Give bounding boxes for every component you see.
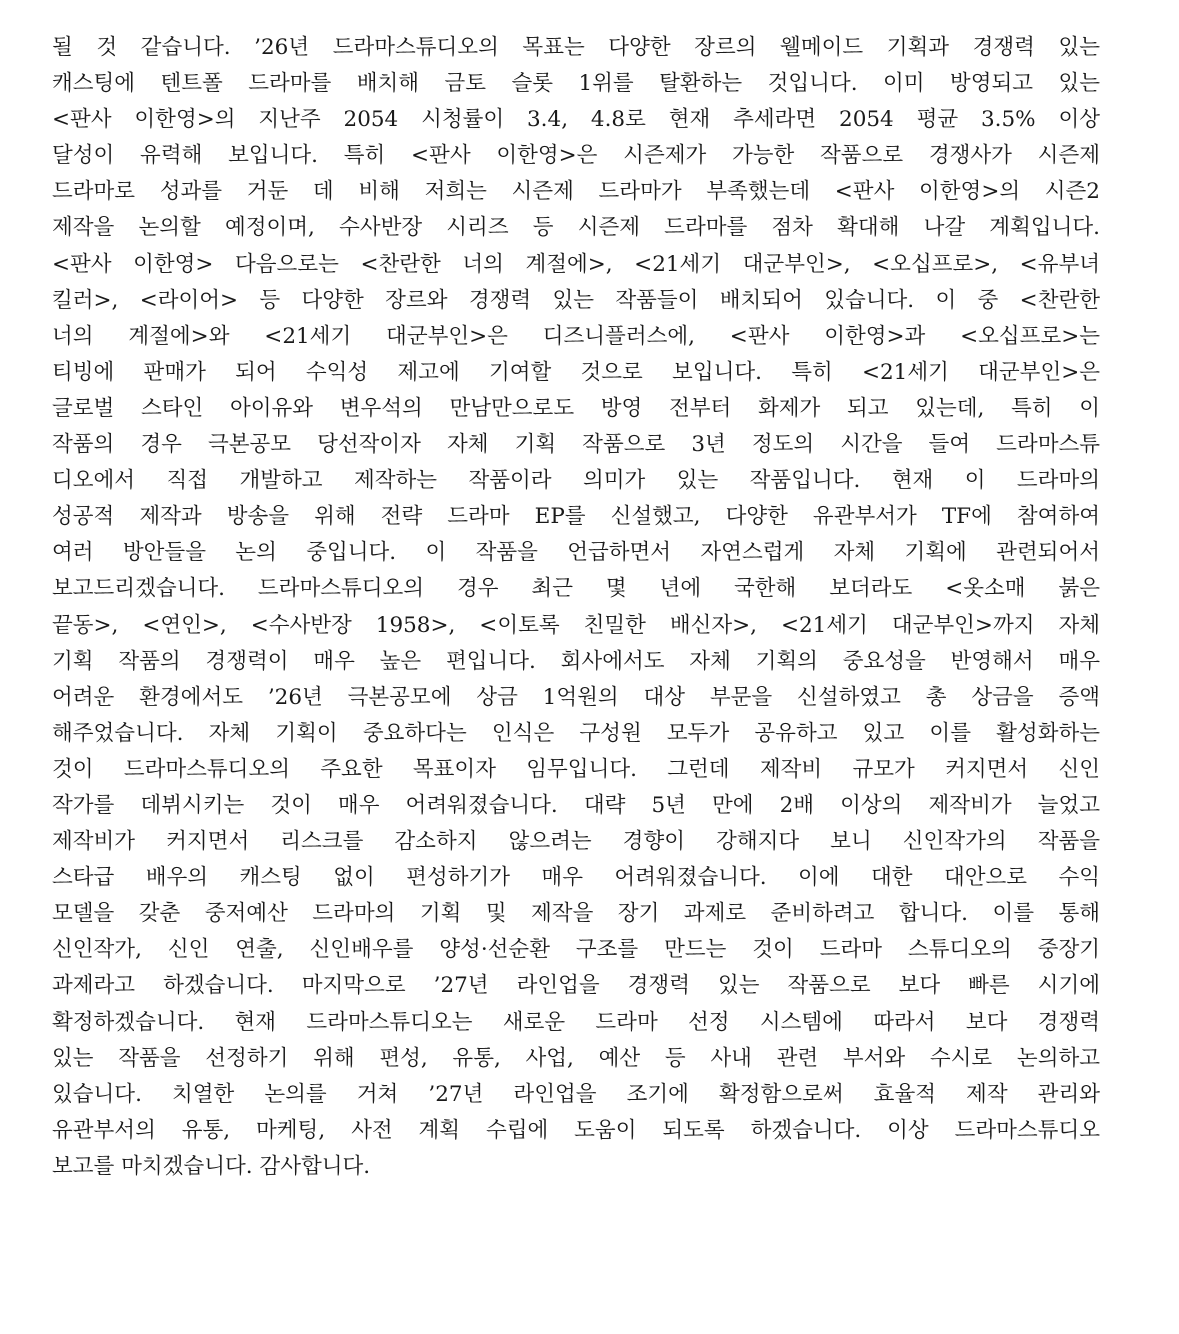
text-line: 유관부서의 유통, 마케팅, 사전 계획 수립에 도움이 되도록 하겠습니다. 이상 드라마스튜디오 [52,1117,1100,1143]
text-line: 캐스팅에 텐트폴 드라마를 배치해 금토 슬롯 1위를 탈환하는 것입니다. 이미 방영되고 있는 [52,71,1100,97]
text-line: 신인작가, 신인 연출, 신인배우를 양성·선순환 구조를 만드는 것이 드라마 스튜디오의 중장기 [52,937,1100,963]
text-line: 모델을 갖춘 중저예산 드라마의 기획 및 제작을 장기 과제로 준비하려고 합니다. 이를 통해 [52,901,1100,927]
text-line: 있는 작품을 선정하기 위해 편성, 유통, 사업, 예산 등 사내 관련 부서와 수시로 논의하고 [52,1045,1100,1071]
text-line: 어려운 환경에서도 ’26년 극본공모에 상금 1억원의 대상 부문을 신설하였고 총 상금을 증액 [52,684,1100,710]
text-line: 성공적 제작과 방송을 위해 전략 드라마 EP를 신설했고, 다양한 유관부서가 TF에 참여하여 [52,504,1100,530]
text-line: 끝동>, <연인>, <수사반장 1958>, <이토록 친밀한 배신자>, <21세기 대군부인>까지 자체 [52,612,1100,638]
text-line: 제작을 논의할 예정이며, 수사반장 시리즈 등 시즌제 드라마를 점차 확대해 나갈 계획입니다. [52,215,1100,241]
text-line: 과제라고 하겠습니다. 마지막으로 ’27년 라인업을 경쟁력 있는 작품으로 보다 빠른 시기에 [52,973,1100,999]
text-line: 달성이 유력해 보입니다. 특히 <판사 이한영>은 시즌제가 가능한 작품으로 경쟁사가 시즌제 [52,143,1100,169]
text-line: 될 것 같습니다. ’26년 드라마스튜디오의 목표는 다양한 장르의 웰메이드 기획과 경쟁력 있는 [52,35,1100,60]
text-line: 보고드리겠습니다. 드라마스튜디오의 경우 최근 몇 년에 국한해 보더라도 <옷소매 붉은 [52,576,1100,602]
text-line-last: 보고를 마치겠습니다. 감사합니다. [52,1153,371,1179]
text-line: 드라마로 성과를 거둔 데 비해 저희는 시즌제 드라마가 부족했는데 <판사 이한영>의 시즌2 [52,179,1100,205]
document-page [52,30,1100,1185]
text-line: 작가를 데뷔시키는 것이 매우 어려워졌습니다. 대략 5년 만에 2배 이상의 제작비가 늘었고 [52,792,1100,818]
text-line: 있습니다. 치열한 논의를 거쳐 ’27년 라인업을 조기에 확정함으로써 효율적 제작 관리와 [52,1081,1100,1107]
text-line: 것이 드라마스튜디오의 주요한 목표이자 임무입니다. 그런데 제작비 규모가 커지면서 신인 [52,756,1100,782]
text-line: <판사 이한영>의 지난주 2054 시청률이 3.4, 4.8로 현재 추세라면 2054 평균 3.5% 이상 [52,107,1100,133]
text-line: 기획 작품의 경쟁력이 매우 높은 편입니다. 회사에서도 자체 기획의 중요성을 반영해서 매우 [52,648,1100,674]
text-line: <판사 이한영> 다음으로는 <찬란한 너의 계절에>, <21세기 대군부인>, <오십프로>, <유부녀 [52,251,1100,277]
text-line: 글로벌 스타인 아이유와 변우석의 만남만으로도 방영 전부터 화제가 되고 있는데, 특히 이 [52,395,1100,421]
text-line: 제작비가 커지면서 리스크를 감소하지 않으려는 경향이 강해지다 보니 신인작가의 작품을 [52,829,1100,855]
text-line: 너의 계절에>와 <21세기 대군부인>은 디즈니플러스에, <판사 이한영>과 <오십프로>는 [52,323,1100,349]
text-line: 티빙에 판매가 되어 수익성 제고에 기여할 것으로 보입니다. 특히 <21세기 대군부인>은 [52,359,1100,385]
text-line: 해주었습니다. 자체 기획이 중요하다는 인식은 구성원 모두가 공유하고 있고 이를 활성화하는 [52,720,1100,746]
text-line: 확정하겠습니다. 현재 드라마스튜디오는 새로운 드라마 선정 시스템에 따라서 보다 경쟁력 [52,1009,1100,1035]
text-line: 작품의 경우 극본공모 당선작이자 자체 기획 작품으로 3년 정도의 시간을 들여 드라마스튜 [52,432,1100,458]
text-line: 여러 방안들을 논의 중입니다. 이 작품을 언급하면서 자연스럽게 자체 기획에 관련되어서 [52,540,1100,566]
text-line: 킬러>, <라이어> 등 다양한 장르와 경쟁력 있는 작품들이 배치되어 있습니다. 이 중 <찬란한 [52,287,1100,313]
text-line: 디오에서 직접 개발하고 제작하는 작품이라 의미가 있는 작품입니다. 현재 이 드라마의 [52,468,1100,494]
text-line: 스타급 배우의 캐스팅 없이 편성하기가 매우 어려워졌습니다. 이에 대한 대안으로 수익 [52,865,1100,891]
